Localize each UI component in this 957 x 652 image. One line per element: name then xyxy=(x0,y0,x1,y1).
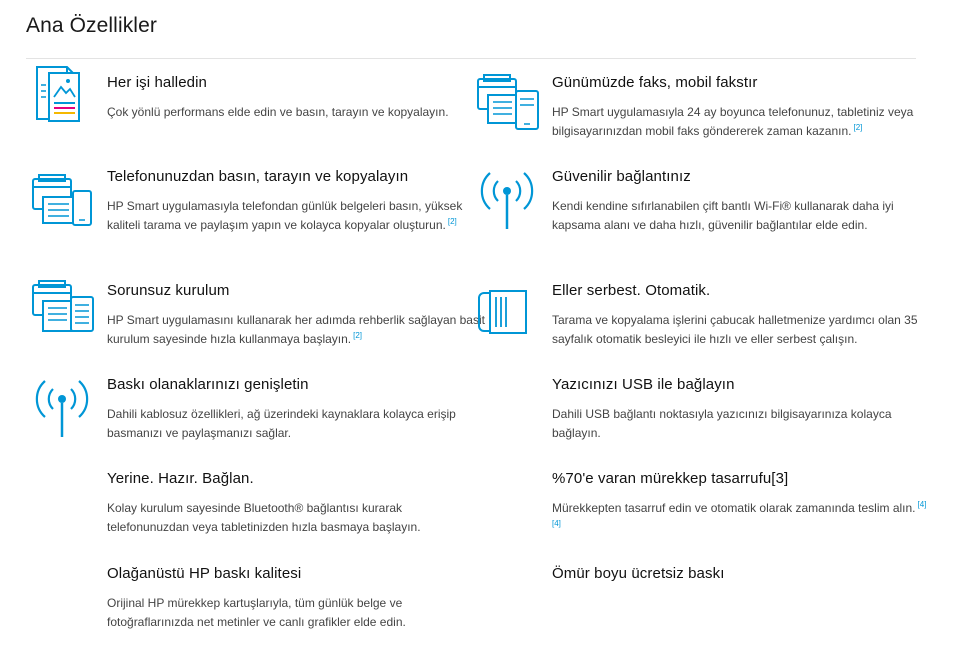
feature-title: Yazıcınızı USB ile bağlayın xyxy=(552,376,735,393)
feature-wireless xyxy=(107,375,487,443)
feature-description: Dahili kablosuz özellikleri, ağ üzerindeki kaynaklara kolayca erişip basmanızı ve paylaşmanızı sağlar. xyxy=(107,407,456,440)
feature-description: HP Smart uygulamasıyla telefondan günlük belgeleri basın, yüksek kaliteli tarama ve paylaşım yapın ve kolayca kopyalar oluşturun. [2] xyxy=(107,199,463,232)
footnote-link[interactable]: [2] xyxy=(353,331,363,340)
feature-title: Telefonunuzdan basın, tarayın ve kopyalayın xyxy=(107,168,409,185)
title-divider xyxy=(26,58,916,59)
feature-description: HP Smart uygulamasıyla 24 ay boyunca telefonunuz, tabletiniz veya bilgisayarınızdan mobil faks göndererek zaman kazanın. [2] xyxy=(552,105,914,138)
printer-setup-icon xyxy=(31,279,95,343)
footnote-link[interactable]: [2] xyxy=(447,217,457,226)
feature-description: Dahili USB bağlantı noktasıyla yazıcınızı bilgisayarınıza kolayca bağlayın. xyxy=(552,407,892,440)
feature-title: Sorunsuz kurulum xyxy=(107,282,230,299)
fax-mobile-icon xyxy=(476,73,540,137)
feature-title: Ömür boyu ücretsiz baskı xyxy=(552,565,725,582)
printer-phone-icon xyxy=(31,173,95,237)
document-icon xyxy=(31,63,95,127)
document-feeder-icon xyxy=(476,283,540,347)
feature-usb xyxy=(552,375,932,443)
feature-description: Mürekkepten tasarruf edin ve otomatik olarak zamanında teslim alın. [4] [4] xyxy=(552,500,927,528)
footnote-link[interactable]: [4] [4] xyxy=(552,500,927,528)
feature-description: Orijinal HP mürekkep kartuşlarıyla, tüm günlük belge ve fotoğraflarınızda net metinler ve canlı grafikler elde edin. xyxy=(107,596,406,629)
feature-easy-setup xyxy=(107,281,487,349)
feature-do-everything xyxy=(107,73,487,122)
feature-description: HP Smart uygulamasını kullanarak her adımda rehberlik sağlayan basit kurulum sayesinde hızla kullanmaya başlayın. [2] xyxy=(107,313,485,346)
feature-title: %70'e varan mürekkep tasarrufu[3] xyxy=(552,470,789,487)
wireless-icon xyxy=(31,375,95,439)
feature-title: Eller serbest. Otomatik. xyxy=(552,282,711,299)
feature-description: Tarama ve kopyalama işlerini çabucak halletmenize yardımcı olan 35 sayfalık otomatik besleyici ile hızlı ve eller serbest çalışın. xyxy=(552,313,918,346)
feature-phone-print xyxy=(107,167,487,235)
feature-title: Olağanüstü HP baskı kalitesi xyxy=(107,565,302,582)
feature-title: Baskı olanaklarınızı genişletin xyxy=(107,376,309,393)
feature-reliable-connection xyxy=(552,167,932,235)
feature-lifetime-printing xyxy=(552,564,932,584)
feature-print-quality xyxy=(107,564,487,632)
feature-title: Her işi halledin xyxy=(107,74,207,91)
feature-title: Güvenilir bağlantınız xyxy=(552,168,691,185)
page-title: Ana Özellikler xyxy=(26,14,157,37)
feature-ready-connect xyxy=(107,469,487,537)
wifi-antenna-icon xyxy=(476,167,540,231)
feature-mobile-fax xyxy=(552,73,932,141)
feature-title: Günümüzde faks, mobil fakstır xyxy=(552,74,758,91)
feature-title: Yerine. Hazır. Bağlan. xyxy=(107,470,254,487)
footnote-link[interactable]: [2] xyxy=(853,123,863,132)
feature-description: Kolay kurulum sayesinde Bluetooth® bağlantısı kurarak telefonunuzdan veya tabletinizden hızla basmaya başlayın. xyxy=(107,501,421,534)
feature-description: Çok yönlü performans elde edin ve basın, tarayın ve kopyalayın. xyxy=(107,105,449,119)
feature-hands-free xyxy=(552,281,932,349)
feature-description: Kendi kendine sıfırlanabilen çift bantlı Wi-Fi® kullanarak daha iyi kapsama alanı ve daha hızlı, güvenilir bağlantılar elde edin. xyxy=(552,199,894,232)
feature-ink-savings xyxy=(552,469,932,537)
